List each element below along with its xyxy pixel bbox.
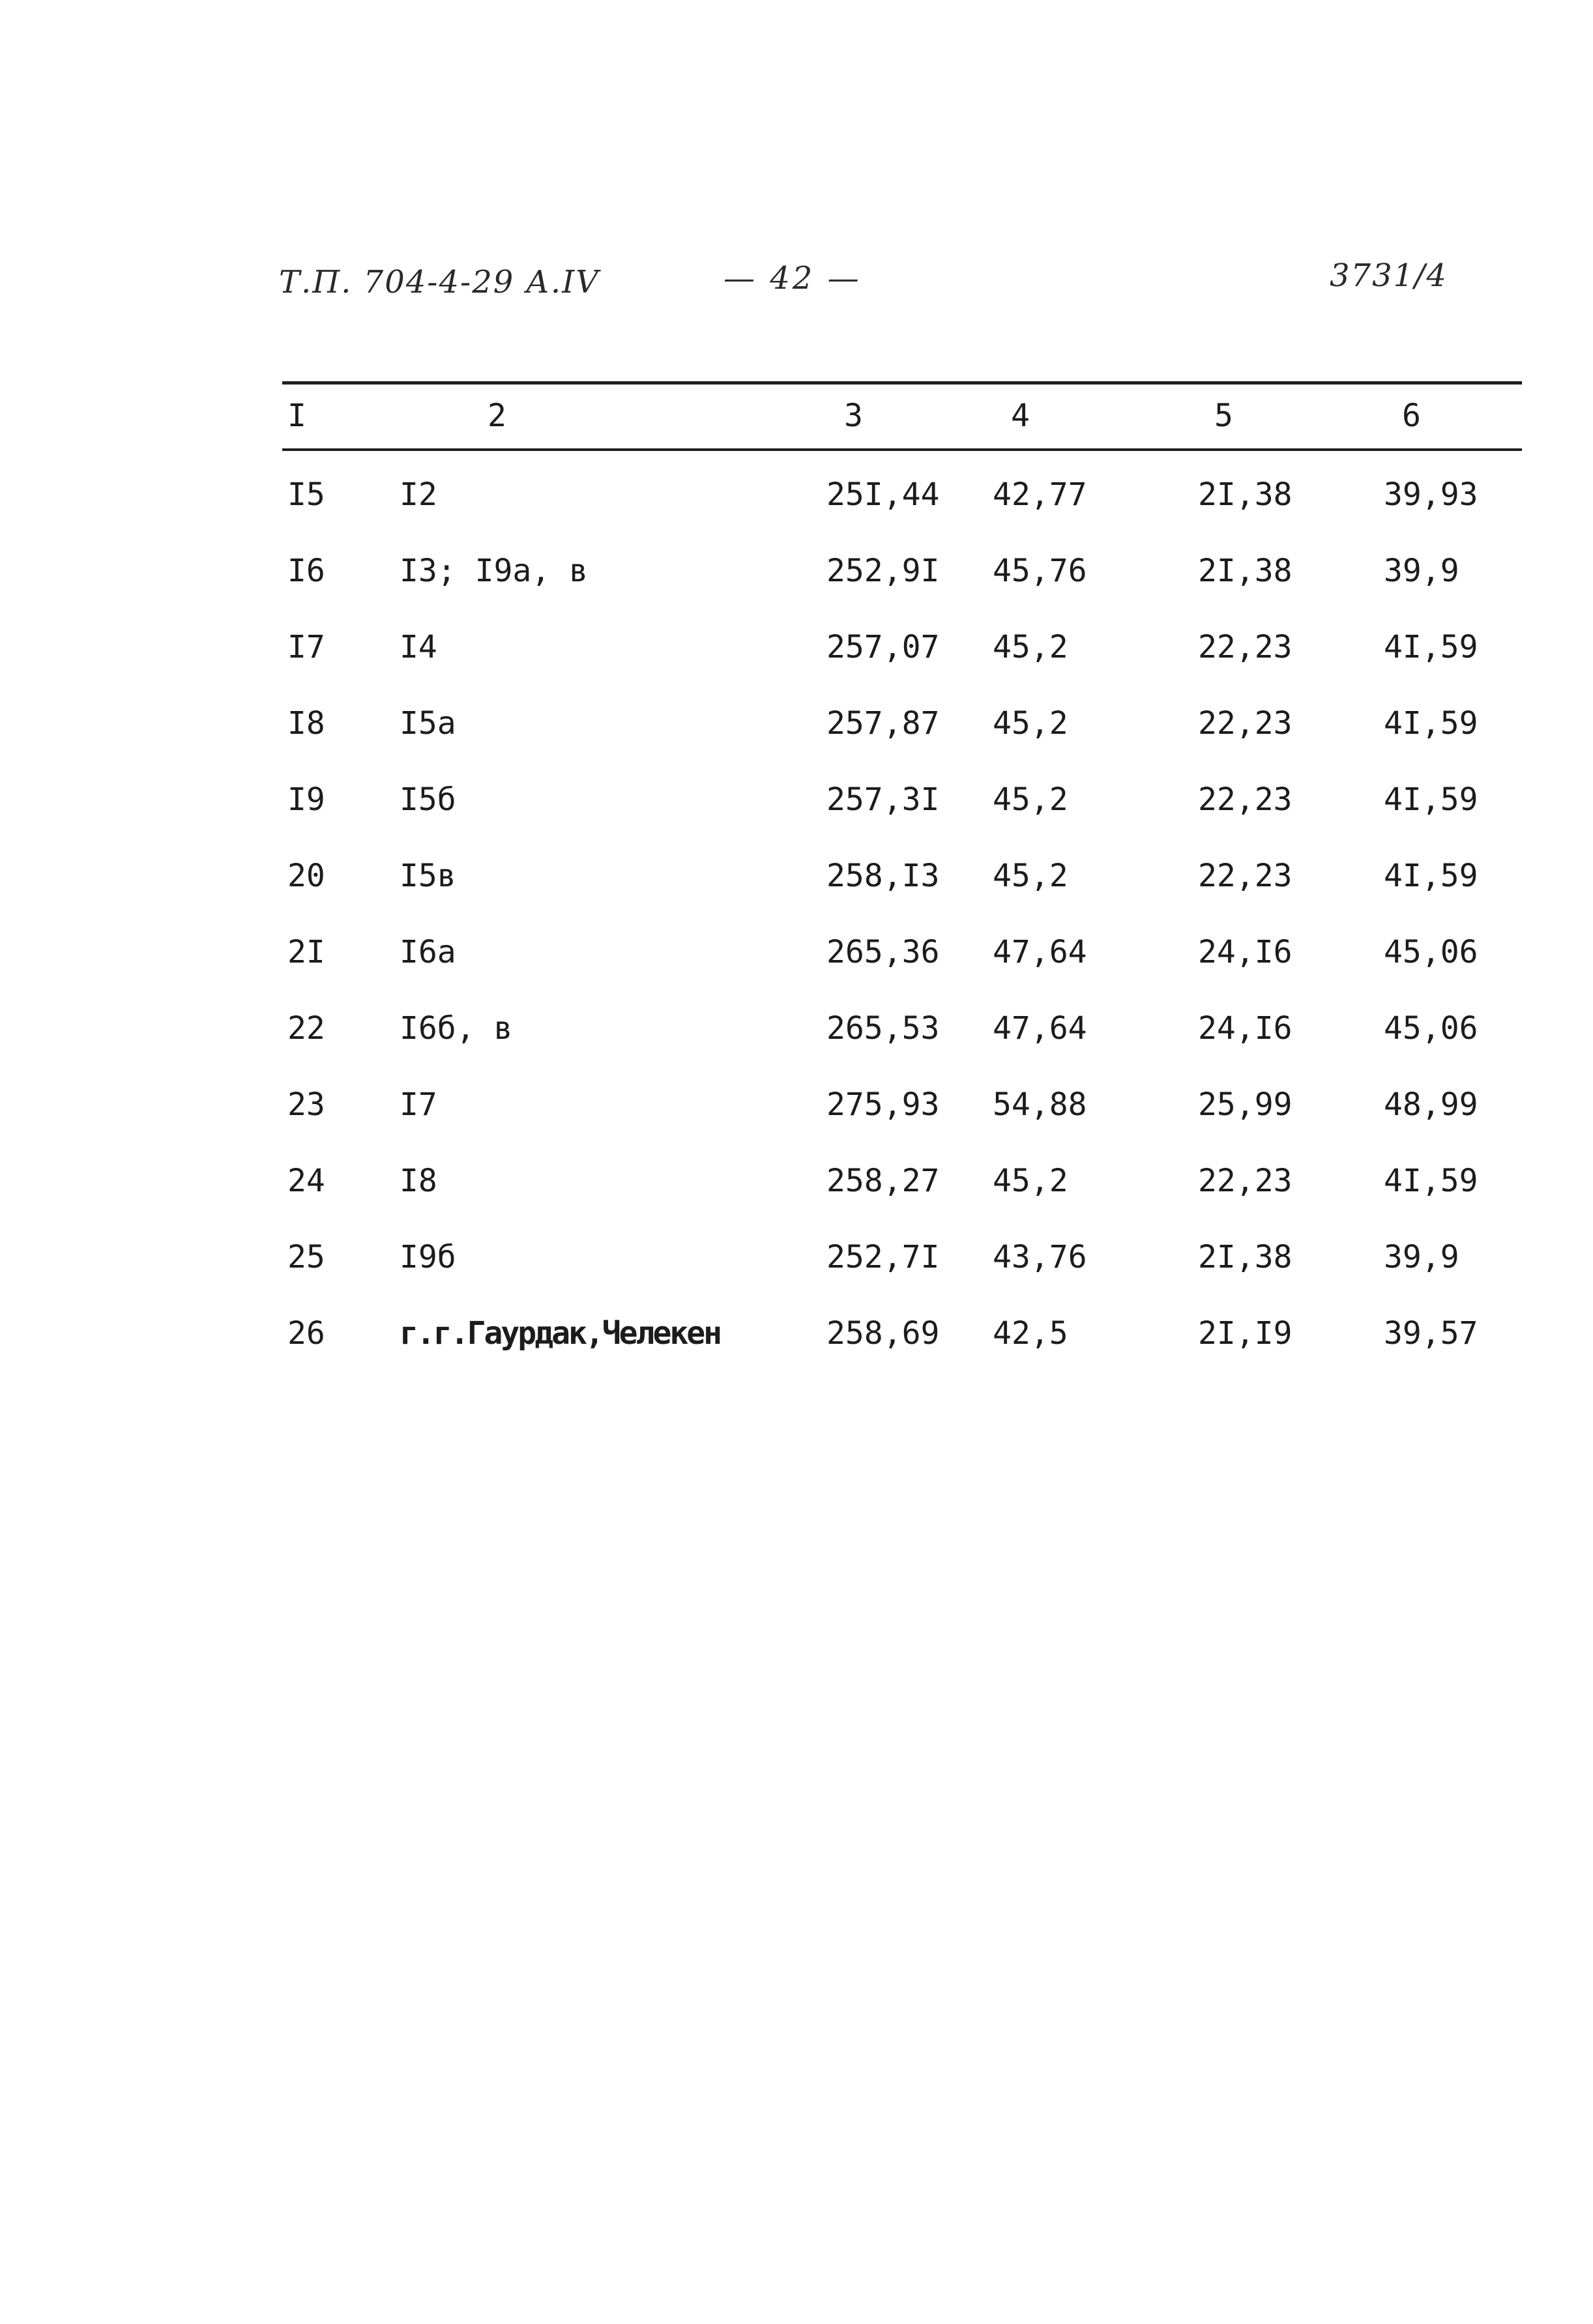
cell-value-3: 25I,44 [826,476,940,513]
cell-value-4: 47,64 [993,1009,1087,1047]
cell-item: I7 [400,1086,437,1123]
page-number: — 42 — [723,260,862,297]
table-row [282,609,1522,685]
cell-value-5: 24,I6 [1198,1009,1293,1047]
cell-item: I2 [400,476,437,513]
cell-item: I6б, в [400,1009,513,1047]
cell-value-6: 4I,59 [1384,1162,1478,1199]
table-row [282,990,1522,1066]
cell-row-number: I8 [287,704,325,742]
table-row [282,761,1522,837]
table-row [282,837,1522,914]
cell-value-3: 258,I3 [826,857,940,894]
page-header [0,257,1593,310]
cell-value-5: 24,I6 [1198,933,1293,970]
cell-item: I3; I9a, в [400,552,588,589]
column-header-1: I [287,398,306,434]
cell-item: I5в [400,857,456,894]
data-table [282,381,1522,1371]
cell-value-4: 42,77 [993,476,1087,513]
cell-value-5: 22,23 [1198,857,1293,894]
cell-value-4: 43,76 [993,1238,1087,1275]
cell-value-5: 25,99 [1198,1086,1293,1123]
cell-item: I5б [400,781,456,818]
cell-row-number: 20 [287,857,325,894]
cell-value-4: 45,2 [993,628,1068,665]
table-body [282,456,1522,1371]
cell-value-6: 45,06 [1384,1009,1478,1047]
cell-value-3: 252,9I [826,552,940,589]
cell-row-number: I6 [287,552,325,589]
cell-value-3: 258,27 [826,1162,940,1199]
column-header-5: 5 [1214,398,1233,434]
cell-value-5: 2I,38 [1198,552,1293,589]
table-row [282,1219,1522,1295]
cell-value-6: 39,9 [1384,1238,1459,1275]
table-row [282,1295,1522,1371]
table-row [282,1066,1522,1142]
cell-value-6: 39,9 [1384,552,1459,589]
cell-item: I5a [400,704,456,742]
column-header-2: 2 [488,398,506,434]
cell-row-number: I7 [287,628,325,665]
table-row [282,456,1522,532]
cell-value-3: 258,69 [826,1315,940,1352]
table-row [282,685,1522,761]
cell-value-3: 252,7I [826,1238,940,1275]
cell-value-6: 4I,59 [1384,857,1478,894]
cell-value-3: 257,07 [826,628,940,665]
cell-value-5: 2I,38 [1198,1238,1293,1275]
cell-value-6: 39,93 [1384,476,1478,513]
table-header-rule [282,448,1522,451]
cell-row-number: I5 [287,476,325,513]
document-code: Т.П. 704-4-29 А.IV [279,264,600,300]
cell-value-3: 257,3I [826,781,940,818]
cell-row-number: 2I [287,933,325,970]
cell-row-number: 24 [287,1162,325,1199]
cell-value-6: 48,99 [1384,1086,1478,1123]
cell-value-4: 42,5 [993,1315,1068,1352]
cell-value-3: 257,87 [826,704,940,742]
column-header-4: 4 [1011,398,1030,434]
cell-value-6: 39,57 [1384,1315,1478,1352]
cell-value-5: 2I,38 [1198,476,1293,513]
cell-value-4: 45,76 [993,552,1087,589]
cell-value-5: 22,23 [1198,704,1293,742]
table-header-row [282,385,1522,447]
table-row [282,532,1522,609]
cell-row-number: 22 [287,1009,325,1047]
cell-value-6: 4I,59 [1384,781,1478,818]
cell-item: I8 [400,1162,437,1199]
cell-value-3: 265,36 [826,933,940,970]
sheet-code: 3731/4 [1330,257,1448,294]
cell-value-5: 2I,I9 [1198,1315,1293,1352]
cell-value-4: 47,64 [993,933,1087,970]
cell-value-4: 45,2 [993,704,1068,742]
cell-item: I9б [400,1238,456,1275]
cell-value-6: 4I,59 [1384,704,1478,742]
cell-value-6: 4I,59 [1384,628,1478,665]
cell-value-3: 265,53 [826,1009,940,1047]
cell-row-number: 25 [287,1238,325,1275]
cell-row-number: I9 [287,781,325,818]
cell-value-5: 22,23 [1198,628,1293,665]
column-header-6: 6 [1402,398,1421,434]
cell-value-6: 45,06 [1384,933,1478,970]
cell-value-4: 45,2 [993,1162,1068,1199]
cell-value-5: 22,23 [1198,781,1293,818]
cell-row-number: 23 [287,1086,325,1123]
cell-value-4: 45,2 [993,857,1068,894]
table-row [282,914,1522,990]
cell-value-5: 22,23 [1198,1162,1293,1199]
cell-row-number: 26 [287,1315,325,1352]
cell-value-4: 54,88 [993,1086,1087,1123]
table-row [282,1142,1522,1219]
cell-item: I6a [400,933,456,970]
cell-value-4: 45,2 [993,781,1068,818]
column-header-3: 3 [844,398,863,434]
cell-value-3: 275,93 [826,1086,940,1123]
cell-item: I4 [400,628,437,665]
cell-item: г.г.Гаурдак,Челекен [400,1315,721,1352]
